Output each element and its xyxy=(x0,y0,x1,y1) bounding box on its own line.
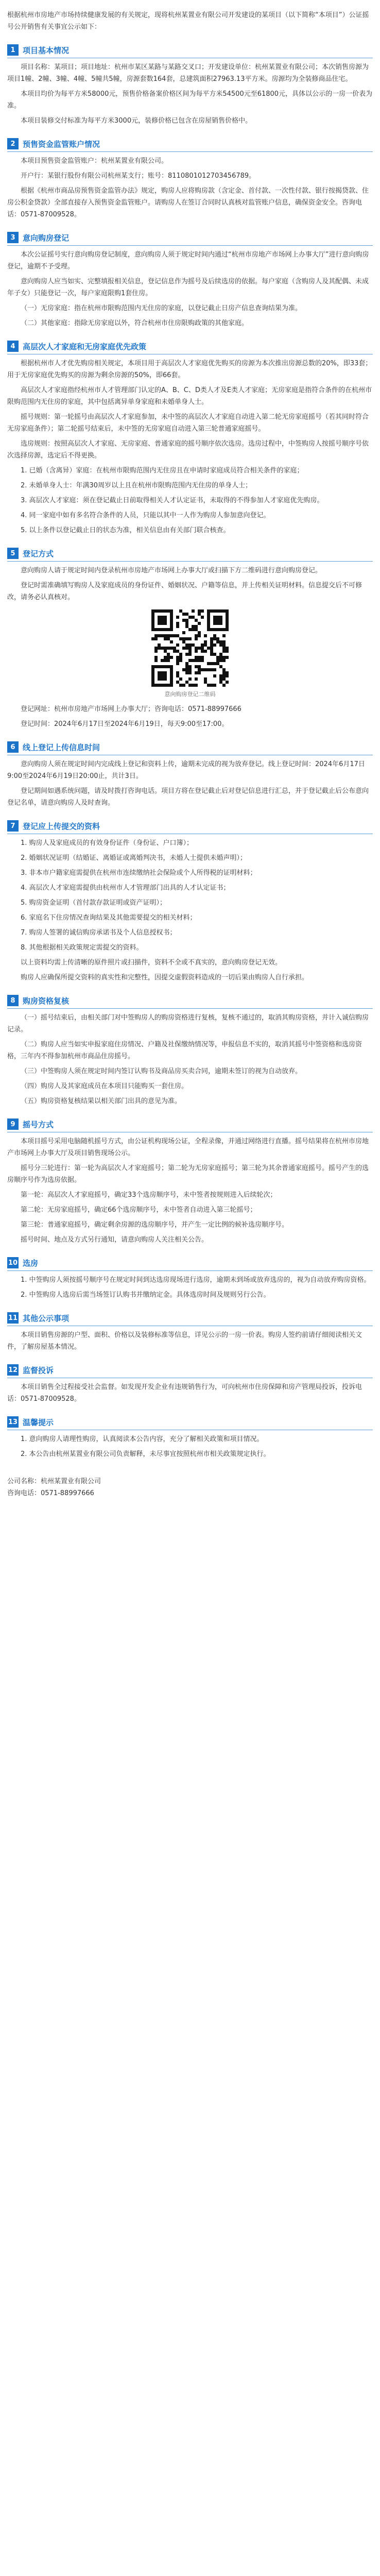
section-header xyxy=(7,232,373,243)
section-paragraph: 本项目预售资金监管账户：杭州某置业有限公司。 xyxy=(21,157,168,165)
section-paragraph: 6. 家庭名下住房情况查询结果及其他需要提交的相关材料； xyxy=(21,914,197,922)
section-divider xyxy=(7,151,373,152)
section-paragraph: 4. 同一家庭中如有多名符合条件的人员，只能以其中一人作为购房人参加意向登记。 xyxy=(21,512,270,519)
section-paragraph: 本项目摇号采用电脑随机摇号方式，由公证机构现场公证，全程录像，并通过网络进行直播。摇号结果将在杭州市房地产市场网上办事大厅及项目销售现场公示。 xyxy=(7,1138,369,1157)
section-paragraph: 登记时间：2024年6月17日至2024年6月19日，每天9:00至17:00。 xyxy=(21,720,229,728)
section-paragraph: （三）中签购房人须在规定时间内签订认购书及商品房买卖合同，逾期未签订的视为自动放弃。 xyxy=(21,1067,302,1075)
section-title: 预售资金监管账户情况 xyxy=(23,139,100,149)
footer xyxy=(7,1476,373,1499)
section-7 xyxy=(7,820,373,984)
section-title: 温馨提示 xyxy=(23,1417,54,1427)
section-title: 监督投诉 xyxy=(23,1365,54,1375)
section-divider xyxy=(7,245,373,246)
section-paragraph: （一）摇号结束后，由相关部门对中签购房人的购房资格进行复核，复核不通过的，取消其购房资格，并计入诚信购房记录。 xyxy=(7,1014,369,1033)
section-paragraph: 4. 高层次人才家庭需提供由杭州市人才管理部门出具的人才认定证书； xyxy=(21,884,230,892)
section-paragraph: 根据《杭州市商品房预售资金监管办法》规定，购房人应将购房款（含定金、首付款、一次性付款、银行按揭贷款、住房公积金贷款）全部直接存入预售资金监管账户。请购房人在签订合同时认真核对监管账户信息，确保资金安全。咨询电话：0571-87009528。 xyxy=(7,187,369,218)
section-8 xyxy=(7,995,373,1107)
section-header xyxy=(7,1364,373,1376)
section-paragraph: 5. 购房资金证明（首付款存款证明或资产证明）； xyxy=(21,899,167,907)
section-10 xyxy=(7,1257,373,1301)
footer-contact: 咨询电话：0571-88997666 xyxy=(7,1489,94,1497)
section-number-badge: 8 xyxy=(7,995,19,1006)
qr-caption: 意向购房登记二维码 xyxy=(164,691,216,698)
section-9 xyxy=(7,1118,373,1246)
section-11 xyxy=(7,1312,373,1353)
section-paragraph: 本项目销售房源的户型、面积、价格以及装修标准等信息，详见公示的一房一价表。购房人签约前请仔细阅读相关文件，了解房屋基本情况。 xyxy=(7,1331,362,1351)
section-paragraph: 意向购房人应当如实、完整填报相关信息，登记信息作为摇号及后续选房的依据。每户家庭（含购房人及其配偶、未成年子女）只能登记一次，每户家庭限购1套住房。 xyxy=(7,278,369,297)
section-paragraph: 2. 婚姻状况证明（结婚证、离婚证或离婚判决书，未婚人士提供未婚声明）； xyxy=(21,854,247,862)
section-paragraph: 摇号时间、地点及方式另行通知，请意向购房人关注相关公告。 xyxy=(21,1236,209,1244)
section-number-badge: 2 xyxy=(7,138,19,149)
section-paragraph: 意向购房人须在规定时间内完成线上登记和资料上传，逾期未完成的视为放弃登记。线上登记时间：2024年6月17日9:00至2024年6月19日20:00止，共计3日。 xyxy=(7,760,365,780)
section-number-badge: 3 xyxy=(7,232,19,243)
section-paragraph: 2. 未婚单身人士：年满30周岁以上且在杭州市限购范围内无住房的单身人士； xyxy=(21,482,252,489)
section-paragraph: 本项目装修交付标准为每平方米3000元，装修价格已包含在房屋销售价格中。 xyxy=(21,117,252,125)
section-paragraph: 意向购房人请于规定时间内登录杭州市房地产市场网上办事大厅或扫描下方二维码进行意向购房登记。 xyxy=(21,567,322,574)
section-paragraph: 1. 购房人及家庭成员的有效身份证件（身份证、户口簿）； xyxy=(21,839,194,847)
section-header xyxy=(7,1312,373,1324)
section-title: 其他公示事项 xyxy=(23,1313,70,1323)
section-header xyxy=(7,44,373,56)
section-paragraph: 选房规则：按照高层次人才家庭、无房家庭、普通家庭的摇号顺序依次选房。选房过程中，中签购房人按摇号顺序号依次选择房源，选定后不得更换。 xyxy=(7,440,369,460)
section-number-badge: 9 xyxy=(7,1118,19,1130)
section-number-badge: 12 xyxy=(7,1364,19,1376)
section-divider xyxy=(7,1270,373,1271)
section-title: 选房 xyxy=(23,1258,39,1268)
section-paragraph: 以上资料均需上传清晰的原件照片或扫描件，资料不全或不真实的，意向购房登记无效。 xyxy=(21,959,282,967)
section-title: 高层次人才家庭和无房家庭优先政策 xyxy=(23,342,147,351)
section-header xyxy=(7,820,373,832)
section-paragraph: 根据杭州市人才优先购房相关规定，本项目用于高层次人才家庭优先购买的房源为本次推出房源总数的20%，即33套；用于无房家庭优先购买的房源为剩余房源的50%，即66套。 xyxy=(7,360,372,379)
section-paragraph: 第三轮：普通家庭摇号，确定剩余房源的选房顺序号，并产生一定比例的候补选房顺序号。 xyxy=(21,1221,289,1229)
section-paragraph: 1. 中签购房人须按摇号顺序号在规定时间到达选房现场进行选房，逾期未到场或放弃选房的，视为自动放弃购房资格。 xyxy=(21,1276,371,1284)
footer-company: 公司名称：杭州某置业有限公司 xyxy=(7,1478,101,1485)
section-title: 登记方式 xyxy=(23,549,54,558)
section-title: 线上登记上传信息时间 xyxy=(23,742,100,752)
intro-paragraph: 根据杭州市房地产市场持续健康发展的有关规定，现将杭州某置业有限公司开发建设的某项目（以下简称“本项目”）公证摇号公开销售有关事宜公示如下： xyxy=(7,11,369,31)
section-paragraph: 本次公证摇号实行意向购房登记制度，意向购房人须于规定时间内通过“杭州市房地产市场网上办事大厅”进行意向购房登记，逾期不予受理。 xyxy=(7,251,369,270)
section-paragraph: （二）其他家庭：指除无房家庭以外，符合杭州市住房限购政策的其他家庭。 xyxy=(21,319,249,327)
section-title: 摇号方式 xyxy=(23,1120,54,1129)
section-paragraph: 2. 中签购房人选房后需当场签订认购书并缴纳定金。具体选房时间及规则另行公告。 xyxy=(21,1291,270,1299)
section-title: 登记应上传提交的资料 xyxy=(23,821,100,831)
section-paragraph: 1. 已婚（含离异）家庭：在杭州市限购范围内无住房且在申请时家庭成员符合相关条件的家庭； xyxy=(21,467,304,474)
section-header xyxy=(7,341,373,352)
section-paragraph: 8. 其他根据相关政策规定需提交的资料。 xyxy=(21,944,143,952)
section-4 xyxy=(7,341,373,536)
section-number-badge: 4 xyxy=(7,341,19,352)
section-paragraph: 第一轮：高层次人才家庭摇号，确定33个选房顺序号，未中签者按规则进入后续轮次； xyxy=(21,1191,277,1199)
section-6 xyxy=(7,741,373,809)
section-paragraph: 本项目均价为每平方米58000元，预售价格备案价格区间为每平方米54500元至61800元，具体以公示的一房一价表为准。 xyxy=(7,90,373,110)
section-13 xyxy=(7,1416,373,1460)
section-paragraph: （四）购房人及其家庭成员在本项目只能购买一套住房。 xyxy=(21,1082,188,1090)
section-paragraph: 7. 购房人签署的诚信购房承诺书及个人信息授权书； xyxy=(21,929,177,937)
section-2 xyxy=(7,138,373,221)
section-number-badge: 5 xyxy=(7,548,19,559)
section-number-badge: 6 xyxy=(7,741,19,753)
section-5 xyxy=(7,548,373,730)
section-paragraph: 2. 本公告由杭州某置业有限公司负责解释，未尽事宜按照杭州市相关政策规定执行。 xyxy=(21,1450,270,1458)
section-paragraph: 3. 高层次人才家庭：须在登记截止日前取得相关人才认定证书，未取得的不得参加人才家庭优先购房。 xyxy=(21,497,324,504)
section-paragraph: （一）无房家庭：指在杭州市限购范围内无住房的家庭，以登记截止日房产信息查询结果为准。 xyxy=(21,304,302,312)
section-paragraph: （二）购房人应当如实申报家庭住房情况、户籍及社保缴纳情况等，申报信息不实的，取消其摇号中签资格和选房资格，三年内不得参加杭州市商品住房摇号。 xyxy=(7,1041,362,1060)
section-header xyxy=(7,1118,373,1130)
section-paragraph: 本项目销售全过程接受社会监督。如发现开发企业有违规销售行为，可向杭州市住房保障和房产管理局投诉，投诉电话：0571-87009528。 xyxy=(7,1383,362,1403)
section-paragraph: 登记期间如遇系统问题，请及时拨打咨询电话。项目方将在登记截止后对登记信息进行汇总，并于登记截止后公布意向登记名单，请意向购房人及时查询。 xyxy=(7,787,369,807)
section-header xyxy=(7,1257,373,1268)
section-paragraph: 购房人应确保所提交资料的真实性和完整性，因提交虚假资料造成的一切后果由购房人自行承担。 xyxy=(21,974,309,981)
qr-block xyxy=(7,609,373,698)
section-paragraph: 摇号分三轮进行：第一轮为高层次人才家庭摇号；第二轮为无房家庭摇号；第三轮为其余普通家庭摇号。摇号产生的选房顺序号作为选房依据。 xyxy=(7,1164,369,1184)
section-divider xyxy=(7,1008,373,1009)
section-header xyxy=(7,741,373,753)
section-number-badge: 10 xyxy=(7,1257,19,1268)
section-number-badge: 7 xyxy=(7,820,19,832)
section-paragraph: 摇号规则：第一轮摇号由高层次人才家庭参加，未中签的高层次人才家庭自动进入第二轮无房家庭摇号（若其同时符合无房家庭条件）；第二轮摇号结束后，未中签的无房家庭自动进入第三轮普通家庭摇号。 xyxy=(7,413,369,433)
qr-code-icon[interactable] xyxy=(151,609,229,687)
section-paragraph: （五）购房资格复核结果以相关部门出具的意见为准。 xyxy=(21,1097,182,1105)
section-1 xyxy=(7,44,373,127)
section-header xyxy=(7,138,373,149)
section-number-badge: 13 xyxy=(7,1416,19,1428)
section-paragraph: 高层次人才家庭指经杭州市人才管理部门认定的A、B、C、D类人才及E类人才家庭；无房家庭是指符合条件的在杭州市限购范围内无住房的家庭，其中包括离异单身家庭和未婚单身人士。 xyxy=(7,386,372,406)
section-paragraph: 项目名称：某项目；项目地址：杭州市某区某路与某路交叉口；开发建设单位：杭州某置业有限公司；本次销售房源为项目1幢、2幢、3幢、4幢、5幢共5幢，房源套数164套，总建筑面积27963.13平方米。房源均为全装修商品住宅。 xyxy=(7,63,369,83)
sections xyxy=(7,44,373,1460)
section-paragraph: 5. 以上条件以登记截止日的状态为准，相关信息由有关部门联合核查。 xyxy=(21,527,230,534)
section-header xyxy=(7,995,373,1006)
section-divider xyxy=(7,561,373,562)
section-title: 项目基本情况 xyxy=(23,45,70,55)
section-paragraph: 第二轮：无房家庭摇号，确定66个选房顺序号，未中签者自动进入第三轮摇号； xyxy=(21,1206,257,1214)
section-header xyxy=(7,1416,373,1428)
section-12 xyxy=(7,1364,373,1405)
section-3 xyxy=(7,232,373,329)
section-paragraph: 登记网址：杭州市房地产市场网上办事大厅；咨询电话：0571-88997666 xyxy=(21,705,241,713)
section-paragraph: 登记时需准确填写购房人及家庭成员的身份证件、婚姻状况、户籍等信息，并上传相关证明材料。信息提交后不可修改，请务必认真核对。 xyxy=(7,582,362,601)
section-title: 意向购房登记 xyxy=(23,233,70,243)
section-title: 购房资格复核 xyxy=(23,996,70,1006)
section-header xyxy=(7,548,373,559)
section-paragraph: 开户行：某银行股份有限公司杭州某支行；账号：8110801012703456789。 xyxy=(21,172,256,180)
section-number-badge: 11 xyxy=(7,1312,19,1324)
section-paragraph: 1. 意向购房人请理性购房，认真阅读本公告内容，充分了解相关政策和项目情况。 xyxy=(21,1435,264,1443)
section-number-badge: 1 xyxy=(7,44,19,56)
section-paragraph: 3. 非本市户籍家庭需提供在杭州市连续缴纳社会保险或个人所得税的证明材料； xyxy=(21,869,257,877)
